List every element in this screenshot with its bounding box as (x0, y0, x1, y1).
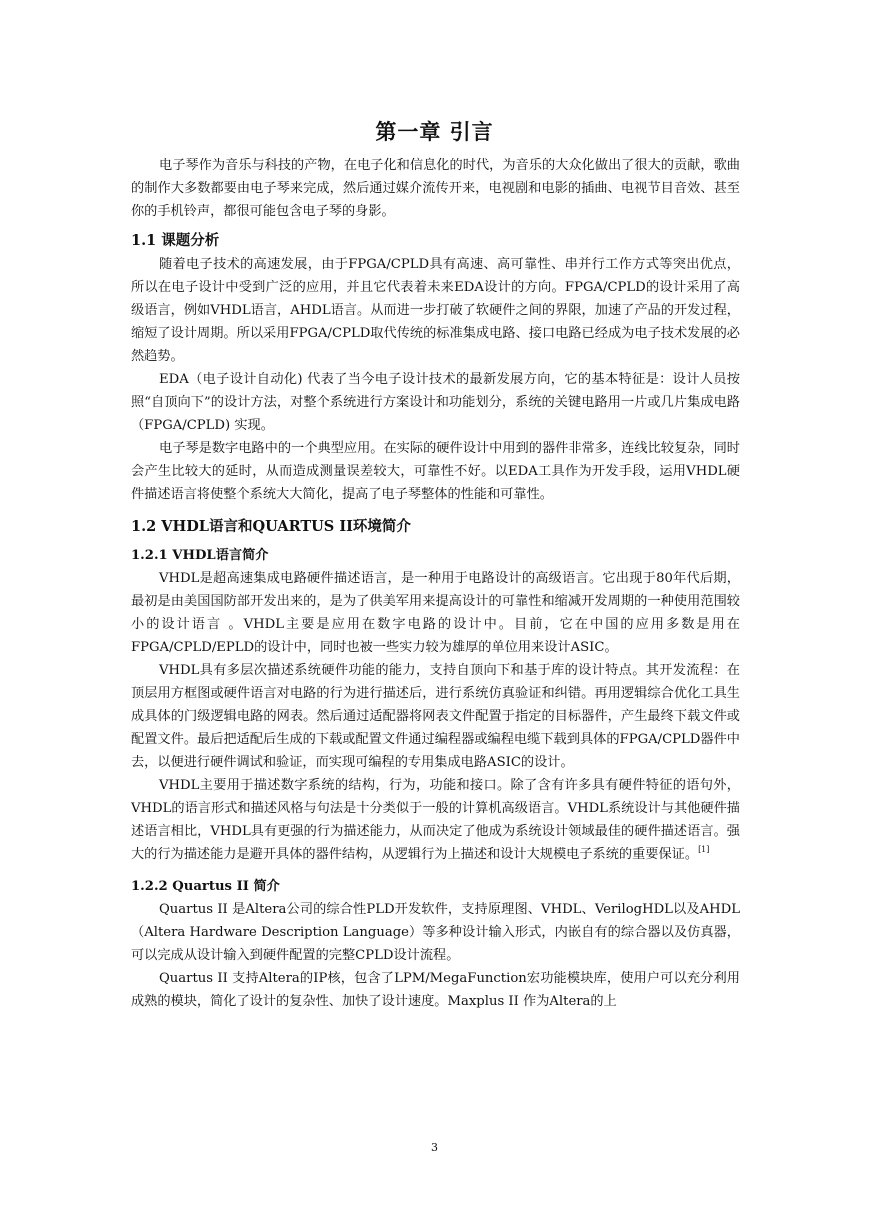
paragraph-1-2-2-b: Quartus II 支持Altera的IP核，包含了LPM/MegaFunction宏功能模块库，使用户可以充分利用成熟的模块，简化了设计的复杂性、加快了设计速度。Maxplus II 作为Altera的上 (131, 971, 740, 1009)
intro-paragraph: 电子琴作为音乐与科技的产物，在电子化和信息化的时代，为音乐的大众化做出了很大的贡献，歌曲的制作大多数都要由电子琴来完成，然后通过媒介流传开来，电视剧和电影的插曲、电视节目音效、甚至你的手机铃声，都很可能包含电子琴的身影。 (131, 158, 740, 219)
subsection-heading-1-2-1: 1.2.1 VHDL语言简介 (131, 548, 269, 563)
section-heading-1-2: 1.2 VHDL语言和QUARTUS II环境简介 (131, 518, 411, 535)
page-body (131, 154, 740, 1013)
chapter-title: 第一章 引言 (375, 119, 494, 144)
paragraph-1-2-2-a: Quartus II 是Altera公司的综合性PLD开发软件，支持原理图、VHDL、VerilogHDL以及AHDL（Altera Hardware Description Language）等多种设计输入形式，内嵌自有的综合器以及仿真器，可以完成从设计输入到硬件配置的完整CPLD设计流程。 (131, 902, 740, 963)
paragraph-1-1-a: 随着电子技术的高速发展，由于FPGA/CPLD具有高速、高可靠性、串并行工作方式等突出优点，所以在电子设计中受到广泛的应用，并且它代表着未来EDA设计的方向。FPGA/CPLD的设计采用了高级语言，例如VHDL语言，AHDL语言。从而进一步打破了软硬件之间的界限，加速了产品的开发过程，缩短了设计周期。所以采用FPGA/CPLD取代传统的标准集成电路、接口电路已经成为电子技术发展的必然趋势。 (131, 257, 740, 364)
paragraph-1-1-b: EDA（电子设计自动化) 代表了当今电子设计技术的最新发展方向，它的基本特征是：设计人员按照“自顶向下”的设计方法，对整个系统进行方案设计和功能划分，系统的关键电路用一片或几片集成电路（FPGA/CPLD) 实现。 (131, 372, 740, 433)
paragraph-1-2-1-c (131, 774, 740, 866)
subsection-heading-1-2-2: 1.2.2 Quartus II 简介 (131, 879, 280, 894)
section-heading-1-1: 1.1 课题分析 (131, 232, 220, 249)
paragraph-1-2-1-a: VHDL是超高速集成电路硬件描述语言，是一种用于电路设计的高级语言。它出现于80年代后期，最初是由美国国防部开发出来的，是为了供美军用来提高设计的可靠性和缩减开发周期的一种使用范围较小的设计语言 。VHDL主要是应用在数字电路的设计中。目前，它在中国的应用多数是用在FPGA/CPLD/EPLD的设计中，同时也被一些实力较为雄厚的单位用来设计ASIC。 (131, 571, 740, 655)
page-number: 3 (431, 1141, 438, 1154)
paragraph-1-2-1-b: VHDL具有多层次描述系统硬件功能的能力，支持自顶向下和基于库的设计特点。其开发流程：在顶层用方框图或硬件语言对电路的行为进行描述后，进行系统仿真验证和纠错。再用逻辑综合优化工具生成具体的门级逻辑电路的网表。然后通过适配器将网表文件配置于指定的目标器件，产生最终下载文件或配置文件。最后把适配后生成的下载或配置文件通过编程器或编程电缆下载到具体的FPGA/CPLD器件中去，以便进行硬件调试和验证，而实现可编程的专用集成电路ASIC的设计。 (131, 663, 740, 770)
citation-ref: [1] (698, 845, 710, 854)
paragraph-1-2-1-c-text: VHDL主要用于描述数字系统的结构，行为，功能和接口。除了含有许多具有硬件特征的语句外，VHDL的语言形式和描述风格与句法是十分类似于一般的计算机高级语言。VHDL系统设计与其他硬件描述语言相比，VHDL具有更强的行为描述能力，从而决定了他成为系统设计领域最佳的硬件描述语言。强大的行为描述能力是避开具体的器件结构，从逻辑行为上描述和设计大规模电子系统的重要保证。 (131, 778, 740, 862)
paragraph-1-1-c: 电子琴是数字电路中的一个典型应用。在实际的硬件设计中用到的器件非常多，连线比较复杂，同时会产生比较大的延时，从而造成测量误差较大，可靠性不好。以EDA工具作为开发手段，运用VHDL硬件描述语言将使整个系统大大简化，提高了电子琴整体的性能和可靠性。 (131, 441, 740, 502)
